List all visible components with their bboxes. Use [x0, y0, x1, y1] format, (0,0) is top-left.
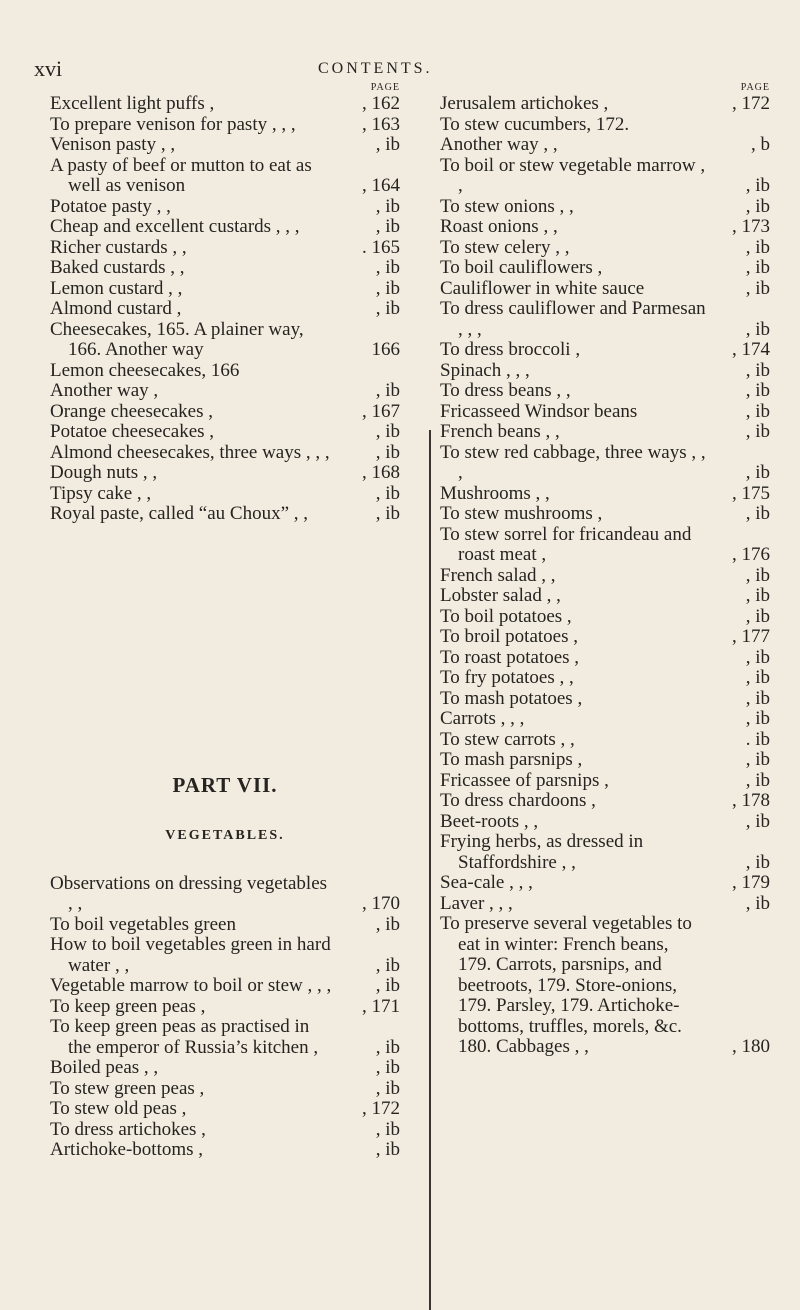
toc-entry: [440, 279, 770, 300]
toc-entry: [50, 197, 400, 218]
toc-entry: [50, 94, 400, 115]
toc-entry-page: , ib: [375, 1057, 400, 1078]
toc-entry: [50, 935, 400, 976]
toc-entry: [440, 812, 770, 833]
toc-entry-title: Tipsy cake , ,: [50, 482, 152, 504]
toc-entry-page: , 162: [362, 93, 400, 114]
toc-entry-title: Another way , ,: [440, 134, 558, 155]
toc-entry-title: Venison pasty , ,: [50, 134, 176, 155]
toc-entry-page: , 171: [362, 995, 400, 1017]
toc-entry-page: , ib: [375, 954, 400, 976]
toc-entry: [50, 156, 400, 197]
toc-entry-page: , ib: [745, 810, 770, 832]
toc-entry-page: , ib: [375, 216, 400, 237]
toc-entry-title: Frying herbs, as dressed in Staffordshire , ,: [440, 831, 644, 873]
toc-entry: [440, 750, 770, 771]
toc-entry-title: Royal paste, called “au Choux” , ,: [50, 503, 309, 524]
toc-entry-page: , 175: [732, 482, 770, 504]
toc-entry-page: , 170: [362, 893, 400, 914]
toc-entry-title: A pasty of beef or mutton to eat as well as venison: [50, 154, 312, 196]
toc-entry: [50, 115, 400, 136]
toc-list: [50, 94, 400, 525]
toc-entry-title: To stew sorrel for fricandeau and roast meat ,: [440, 523, 692, 565]
toc-entry-title: To stew cucumbers, 172.: [440, 113, 630, 135]
toc-entry-title: Sea-cale , , ,: [440, 872, 533, 893]
toc-entry: [50, 381, 400, 402]
toc-entry-page: , ib: [375, 421, 400, 442]
toc-entry-title: To prepare venison for pasty , , ,: [50, 113, 296, 135]
toc-entry-title: Lemon custard , ,: [50, 277, 183, 299]
toc-entry: [440, 627, 770, 648]
page-folio: xvi: [34, 56, 63, 81]
toc-entry-page: , ib: [745, 564, 770, 586]
toc-entry-page: , 180: [732, 1036, 770, 1057]
toc-entry-title: To stew red cabbage, three ways , , ,: [440, 441, 706, 483]
toc-entry-title: To dress artichokes ,: [50, 1118, 206, 1140]
toc-entry-page: , ib: [375, 913, 400, 935]
toc-entry-title: Artichoke-bottoms ,: [50, 1139, 204, 1160]
toc-entry-page: , ib: [745, 503, 770, 524]
toc-entry-title: To dress chardoons ,: [440, 790, 596, 811]
page-column-label: PAGE: [370, 82, 400, 93]
toc-entry: [440, 894, 770, 915]
toc-entry-title: To boil potatoes ,: [440, 605, 572, 627]
toc-entry-title: Cauliflower in white sauce: [440, 277, 645, 299]
toc-entry: [50, 484, 400, 505]
toc-entry-title: Spinach , , ,: [440, 359, 530, 381]
toc-entry-page: , ib: [375, 1118, 400, 1140]
toc-entry-title: Vegetable marrow to boil or stew , , ,: [50, 975, 332, 996]
toc-entry: [440, 914, 770, 1058]
toc-entry: [50, 217, 400, 238]
toc-entry-page: , ib: [375, 482, 400, 504]
toc-entry-title: To boil vegetables green: [50, 913, 236, 935]
toc-entry-page: , ib: [745, 769, 770, 791]
toc-entry: [50, 1017, 400, 1058]
toc-entry-page: , 163: [362, 113, 400, 135]
toc-entry: [440, 525, 770, 566]
toc-entry: [440, 299, 770, 340]
toc-entry-page: , 174: [732, 339, 770, 360]
toc-entry-title: Mushrooms , ,: [440, 482, 550, 504]
toc-entry-page: , 178: [732, 790, 770, 811]
toc-entry-title: To fry potatoes , ,: [440, 667, 574, 688]
toc-entry: [50, 422, 400, 443]
toc-entry: [50, 1120, 400, 1141]
toc-entry: [440, 197, 770, 218]
toc-entry-page: , ib: [745, 195, 770, 217]
toc-entry-title: Dough nuts , ,: [50, 462, 158, 483]
toc-entry-title: Beet-roots , ,: [440, 810, 539, 832]
toc-entry-page: , ib: [745, 646, 770, 668]
toc-entry-page: , ib: [745, 421, 770, 442]
toc-entry-title: Carrots , , ,: [440, 708, 525, 729]
toc-entry: [440, 566, 770, 587]
toc-entry-page: , 172: [732, 93, 770, 114]
toc-list: [50, 874, 400, 1161]
toc-entry: [50, 1099, 400, 1120]
toc-entry-title: Orange cheesecakes ,: [50, 400, 213, 422]
toc-entry-page: , ib: [375, 503, 400, 524]
toc-entry: [440, 94, 770, 115]
toc-entry-title: To mash potatoes ,: [440, 687, 583, 709]
toc-entry-page: , ib: [745, 605, 770, 627]
toc-entry: [440, 258, 770, 279]
toc-entry-page: , ib: [745, 359, 770, 381]
toc-entry-title: To stew onions , ,: [440, 195, 574, 217]
toc-list: [440, 94, 770, 1058]
toc-entry: [50, 1079, 400, 1100]
toc-entry-page: , 173: [732, 216, 770, 237]
toc-entry: [440, 115, 770, 136]
toc-entry-page: , ib: [375, 298, 400, 319]
toc-entry-page: , 167: [362, 400, 400, 422]
running-header: CONTENTS.: [318, 60, 433, 77]
toc-entry-title: To dress broccoli ,: [440, 339, 581, 360]
toc-entry-title: Observations on dressing vegetables , ,: [50, 872, 328, 914]
toc-entry-page: , ib: [745, 585, 770, 606]
toc-entry: [50, 874, 400, 915]
toc-entry: [50, 1058, 400, 1079]
toc-entry-title: Laver , , ,: [440, 892, 513, 914]
toc-entry-title: To stew old peas ,: [50, 1098, 187, 1119]
toc-entry: [440, 402, 770, 423]
toc-entry-title: To preserve several vegetables to eat in winter: French beans, 179. Carrots, parsnips, and beetroots, 179. Store-onions, 179. Parsley, 179. Artichoke-bottoms, truffles, morels, &c. 180. Cabbages , ,: [440, 913, 692, 1057]
toc-entry-title: Potatoe cheesecakes ,: [50, 421, 215, 442]
toc-entry-page: , ib: [745, 749, 770, 770]
toc-entry-title: To dress beans , ,: [440, 380, 571, 401]
toc-entry-page: , ib: [375, 134, 400, 155]
toc-entry-title: Almond custard ,: [50, 298, 182, 319]
toc-entry-title: Potatoe pasty , ,: [50, 195, 171, 217]
toc-entry-title: Another way ,: [50, 380, 159, 401]
toc-entry-title: To stew carrots , ,: [440, 728, 575, 750]
toc-entry-page: , ib: [745, 667, 770, 688]
toc-entry: [50, 299, 400, 320]
toc-entry: [440, 156, 770, 197]
toc-entry: [440, 443, 770, 484]
toc-entry-title: Roast onions , ,: [440, 216, 558, 237]
toc-entry-page: , ib: [745, 400, 770, 422]
toc-entry: [50, 258, 400, 279]
toc-entry-title: To dress cauliflower and Parmesan , , ,: [440, 298, 706, 340]
toc-entry-title: To boil cauliflowers ,: [440, 257, 603, 278]
toc-entry-title: Boiled peas , ,: [50, 1057, 159, 1078]
toc-entry: [440, 238, 770, 259]
toc-entry-page: , 164: [362, 175, 400, 196]
toc-entry: [440, 832, 770, 873]
toc-entry-title: How to boil vegetables green in hard water , ,: [50, 934, 331, 976]
toc-entry-page: , ib: [375, 257, 400, 278]
toc-entry: [50, 443, 400, 464]
toc-entry-page: , ib: [375, 1139, 400, 1160]
toc-entry-title: To stew mushrooms ,: [440, 503, 603, 524]
toc-entry: [440, 504, 770, 525]
column-divider: [429, 430, 431, 1310]
left-column: [50, 82, 400, 1161]
toc-entry-title: To stew celery , ,: [440, 236, 570, 258]
toc-entry-page: , b: [751, 134, 770, 155]
toc-entry: [50, 320, 400, 361]
toc-entry-title: To keep green peas ,: [50, 995, 206, 1017]
toc-entry-title: To boil or stew vegetable marrow , ,: [440, 154, 706, 196]
toc-entry: [50, 463, 400, 484]
toc-entry: [440, 648, 770, 669]
toc-entry-title: Almond cheesecakes, three ways , , ,: [50, 441, 330, 463]
toc-entry-page: , 172: [362, 1098, 400, 1119]
toc-entry: [50, 135, 400, 156]
toc-entry-page: , ib: [375, 1077, 400, 1099]
page-column-label: PAGE: [740, 82, 770, 93]
toc-entry-page: , ib: [745, 175, 770, 196]
toc-entry-title: Richer custards , ,: [50, 236, 187, 258]
toc-entry-page: , ib: [745, 257, 770, 278]
toc-entry: [440, 361, 770, 382]
toc-entry: [50, 279, 400, 300]
toc-entry-page: , 177: [732, 626, 770, 647]
toc-entry-page: . 165: [362, 236, 400, 258]
toc-entry-title: Jerusalem artichokes ,: [440, 93, 609, 114]
toc-entry-page: , ib: [745, 380, 770, 401]
toc-entry-page: , ib: [745, 892, 770, 914]
toc-entry-title: To mash parsnips ,: [440, 749, 583, 770]
toc-entry-title: To keep green peas as practised in the emperor of Russia’s kitchen ,: [50, 1016, 319, 1058]
toc-entry: [440, 422, 770, 443]
section-subtitle: VEGETABLES.: [165, 827, 285, 843]
toc-entry: [440, 484, 770, 505]
toc-entry-page: , ib: [375, 380, 400, 401]
toc-entry-page: , ib: [375, 975, 400, 996]
toc-entry: [440, 381, 770, 402]
toc-entry: [50, 402, 400, 423]
toc-entry-page: , ib: [745, 708, 770, 729]
toc-entry-title: Baked custards , ,: [50, 257, 185, 278]
toc-entry-title: Fricasseed Windsor beans: [440, 400, 638, 422]
toc-entry: [50, 504, 400, 525]
toc-entry-page: , ib: [375, 441, 400, 463]
toc-entry-title: To roast potatoes ,: [440, 646, 580, 668]
toc-entry-page: , ib: [375, 1036, 400, 1058]
toc-entry-page: , ib: [375, 277, 400, 299]
toc-entry-page: , ib: [745, 687, 770, 709]
toc-entry: [440, 709, 770, 730]
toc-entry-page: 166: [371, 339, 400, 360]
toc-entry-title: Lemon cheesecakes, 166: [50, 359, 240, 381]
toc-entry-title: To broil potatoes ,: [440, 626, 578, 647]
toc-entry: [440, 668, 770, 689]
toc-entry: [50, 976, 400, 997]
right-column: [440, 82, 770, 1058]
toc-entry: [50, 997, 400, 1018]
toc-entry: [440, 340, 770, 361]
toc-entry-title: French salad , ,: [440, 564, 556, 586]
toc-entry: [440, 771, 770, 792]
toc-entry: [440, 607, 770, 628]
toc-entry: [50, 238, 400, 259]
toc-entry: [50, 1140, 400, 1161]
toc-entry-page: , ib: [745, 851, 770, 873]
toc-entry-page: . ib: [745, 728, 770, 750]
section-title: PART VII.: [172, 772, 278, 797]
toc-entry: [50, 361, 400, 382]
toc-entry-page: , ib: [745, 236, 770, 258]
toc-entry-page: , ib: [745, 462, 770, 483]
toc-entry-title: French beans , ,: [440, 421, 560, 442]
toc-entry-page: , 168: [362, 462, 400, 483]
toc-entry: [440, 217, 770, 238]
toc-entry-title: Lobster salad , ,: [440, 585, 561, 606]
toc-entry: [50, 915, 400, 936]
toc-entry-title: Cheesecakes, 165. A plainer way, 166. Another way: [50, 318, 304, 360]
toc-entry: [440, 135, 770, 156]
toc-entry-title: Fricassee of parsnips ,: [440, 769, 609, 791]
toc-entry: [440, 873, 770, 894]
toc-entry: [440, 689, 770, 710]
toc-entry-title: Cheap and excellent custards , , ,: [50, 216, 300, 237]
toc-entry: [440, 586, 770, 607]
toc-entry-page: , ib: [745, 318, 770, 340]
toc-entry: [440, 791, 770, 812]
toc-entry-page: , 179: [732, 872, 770, 893]
toc-entry-title: Excellent light puffs ,: [50, 93, 215, 114]
toc-entry: [440, 730, 770, 751]
toc-entry-page: , ib: [375, 195, 400, 217]
toc-entry-title: To stew green peas ,: [50, 1077, 205, 1099]
toc-entry-page: , ib: [745, 277, 770, 299]
toc-entry-page: , 176: [732, 544, 770, 565]
